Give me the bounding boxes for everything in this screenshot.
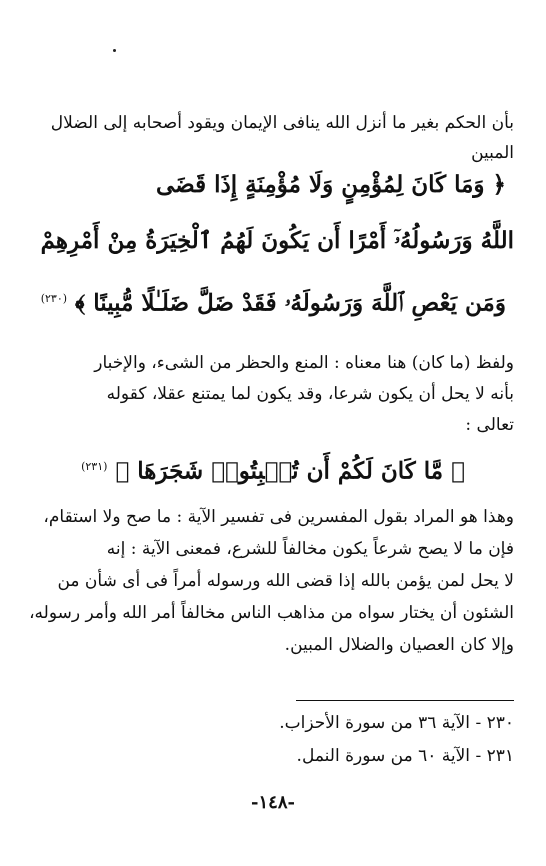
footnote-230 [279, 712, 514, 734]
footnote-separator [296, 700, 514, 701]
paragraph-3-line-1: وهذا هو المراد بقول المفسرين فى تفسير الآية : ما صح ولا استقام، [43, 507, 514, 527]
paragraph-2-line-2: بأنه لا يحل أن يكون شرعا، وقد يكون لما يمتنع عقلا، كقوله [106, 384, 514, 404]
paragraph-1-line-1: بأن الحكم بغير ما أنزل الله ينافى الإيمان ويقود أصحابه إلى الضلال [50, 113, 514, 133]
footnote-230-dash: - [475, 713, 482, 733]
footnote-231-number: ٢٣١ [486, 746, 514, 766]
footnote-231 [297, 745, 514, 767]
verse-2-text: ﴿ مَّا كَانَ لَكُمْ أَن تُنۢبِتُوا۟ شَجَرَهَا ﴾ [115, 457, 465, 485]
paragraph-2-line-3: تعالى : [465, 415, 514, 435]
footnote-mark-230: (٢٣٠) [40, 292, 68, 305]
footnote-230-text: الآية ٣٦ من سورة الأحزاب. [279, 713, 471, 733]
verse-1-line-3 [41, 284, 506, 319]
page-number: -١٤٨- [251, 792, 295, 813]
paragraph-3-line-5: وإلا كان العصيان والضلال المبين. [284, 635, 514, 655]
paragraph-3-line-4: الشئون أن يختار سواه من مذاهب الناس مخالفاً أمر الله وأمر رسوله، [29, 603, 514, 623]
verse-2 [0, 452, 546, 487]
verse-1-line-2: اللَّهُ وَرَسُولُهُۥٓ أَمْرًا أَن يَكُونَ لَهُمُ ٱلْخِيَرَةُ مِنْ أَمْرِهِمْ [40, 227, 514, 254]
footnote-231-dash: - [475, 746, 482, 766]
verse-1-line-1: ﴿ وَمَا كَانَ لِمُؤْمِنٍ وَلَا مُؤْمِنَةٍ إِذَا قَضَى [156, 171, 506, 198]
footnote-230-number: ٢٣٠ [486, 713, 514, 733]
paragraph-1-line-2: المبين [471, 143, 514, 163]
paragraph-3-line-3: لا يحل لمن يؤمن بالله إذا قضى الله ورسوله أمراً فى أى شأن من [57, 571, 514, 591]
paragraph-2-line-1: ولفظ (ما كان) هنا معناه : المنع والحظر من الشىء، والإخبار [94, 353, 514, 373]
footnote-231-text: الآية ٦٠ من سورة النمل. [296, 746, 471, 766]
footnote-mark-231: (٢٣١) [81, 460, 108, 473]
ink-speck [113, 49, 116, 52]
verse-1-line-3-text: وَمَن يَعْصِ ٱللَّهَ وَرَسُولَهُۥ فَقَدْ ضَلَّ ضَلَـٰلًا مُّبِينًا ﴾ [75, 289, 506, 317]
paragraph-3-line-2: فإن ما لا يصح شرعاً يكون مخالفاً للشرع، فمعنى الآية : إنه [106, 539, 514, 559]
